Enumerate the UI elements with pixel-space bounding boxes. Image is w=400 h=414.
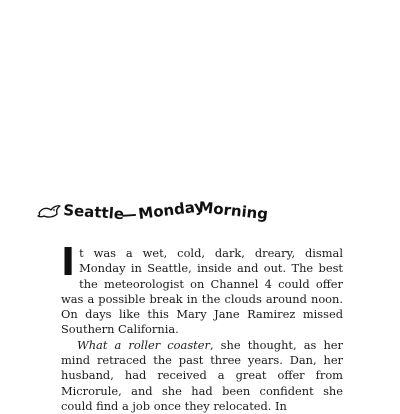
paragraph-2 [61,338,343,414]
dove-icon [38,206,60,217]
paragraph-2-italic: What a roller coaster [77,337,210,352]
chapter-title-word-3: Morning [197,198,269,224]
drop-cap: I [61,240,76,284]
chapter-body [61,240,343,414]
chapter-title-word-2: Monday [137,197,206,223]
paragraph-1-text: t was a wet, cold, dark, dreary, dismal Monday in Seattle, inside and out. The best the meteorologist on Channel 4 could offer was a possible break in the clouds around noon. On days like this Mary Jane Ramirez missed Southern California. [61,246,343,337]
chapter-heading [38,196,268,230]
chapter-heading-art [38,196,268,230]
chapter-title-word-1: Seattle [62,201,125,224]
chapter-title-dash: — [121,204,138,224]
paragraph-2-text: , she thought, as her mind retraced the past three years. Dan, her husband, had received a great offer from Microrule, and she had been confident she could find a job once they relocated. In [61,337,343,413]
paragraph-1 [61,240,343,338]
